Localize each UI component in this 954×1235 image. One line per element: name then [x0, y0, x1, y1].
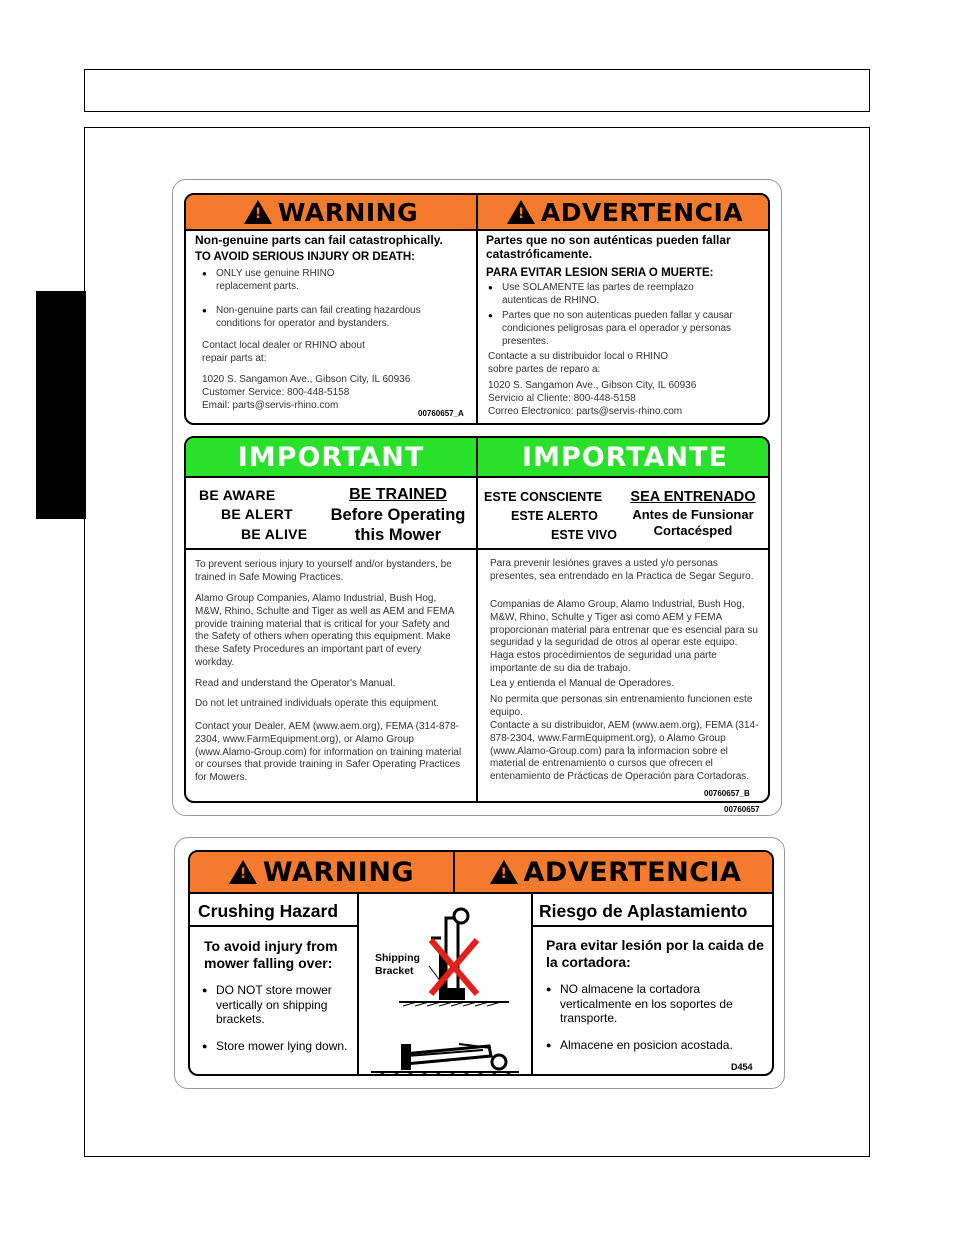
- warning-en-bullet2: ● Non-genuine parts can fail creating hazardous conditions for operator and bystanders.: [202, 305, 462, 331]
- warning-en-contact2: repair parts at:: [202, 353, 267, 364]
- important-en-p5: Contact your Dealer, AEM (www.aem.org), FEMA (314-878-2304, www.FarmEquipment.org), or Alamo Group (www.Alamo-Group.com) for information on training material or courses that provide training in Safer Operating Practices for Mowers.: [195, 721, 462, 784]
- important-es-p4: No permita que personas sin entrenamiento funcionen este equipo.: [490, 694, 753, 718]
- warning-en-bullet1: ● ONLY use genuine RHINO replacement parts.: [202, 268, 372, 294]
- riesgo-title: Riesgo de Aplastamiento: [539, 901, 748, 921]
- divider: [190, 925, 358, 927]
- be-aware: BE AWARE: [199, 487, 276, 503]
- section-side-tab: [36, 291, 86, 519]
- warning-es-contact2: sobre partes de reparo a:: [488, 364, 601, 375]
- warning-en-addr1: 1020 S. Sangamon Ave., Gibson City, IL 60936: [202, 374, 411, 385]
- crush-header-en: ! WARNING: [190, 852, 453, 892]
- warning-en-bold2: TO AVOID SERIOUS INJURY OR DEATH:: [195, 251, 416, 263]
- sea-entrenado: SEA ENTRENADO: [630, 489, 756, 505]
- warning-en-bold1: Non-genuine parts can fail catastrophically.: [195, 233, 443, 247]
- be-alive: BE ALIVE: [241, 526, 308, 542]
- page-header-box: [84, 69, 870, 112]
- decal-code: 00760657: [724, 805, 760, 814]
- be-trained: BE TRAINED: [349, 486, 447, 503]
- divider: [531, 892, 533, 1074]
- antes-de-funsionar: Antes de Funsionar: [632, 507, 754, 522]
- crush-es-bullet1: ● NO almacene la cortadora verticalmente en los soportes de transporte.: [546, 982, 756, 1026]
- decal-code-b: 00760657_B: [704, 789, 750, 798]
- important-es-p5: Contacte a su distribuidor, AEM (www.aem.org), FEMA (314-878-2304, www.FarmEquipment.org), o Alamo Group (www.Alamo-Group.com) para la informacion sobre el material de entrenamiento o cursos que ofrecen el entenamiento de Prácticas de Operación para Cortadoras.: [490, 720, 759, 783]
- crush-header-es: ! ADVERTENCIA: [455, 852, 774, 892]
- important-en-p2: Alamo Group Companies, Alamo Industrial, Bush Hog, M&W, Rhino, Schulte and Tiger as well as AEM and FEMA provide training material that is critical for your Safety and the Safety of others when operating this equipment. Make these Safety Procedures an important part of every workday.: [195, 593, 455, 668]
- warning-en-addr3: Email: parts@servis-rhino.com: [202, 400, 339, 411]
- mower-storage-figure: [359, 894, 531, 1076]
- warning-en-addr2: Customer Service: 800-448-5158: [202, 387, 350, 398]
- warning-triangle-icon: !: [244, 200, 272, 224]
- important-header-es: IMPORTANTE: [478, 438, 770, 476]
- decal-code-d454: D454: [731, 1062, 753, 1072]
- important-en-p4: Do not let untrained individuals operate this equipment.: [195, 698, 440, 709]
- este-alerto: ESTE ALERTO: [511, 509, 598, 523]
- este-consciente: ESTE CONSCIENTE: [484, 490, 603, 504]
- important-panel-training: [184, 436, 770, 803]
- warning-es-bold2: PARA EVITAR LESION SERIA O MUERTE:: [486, 267, 714, 279]
- important-es-p3: Lea y entienda el Manual de Operadores.: [490, 678, 675, 689]
- this-mower: this Mower: [354, 526, 442, 544]
- warning-es-addr1: 1020 S. Sangamon Ave., Gibson City, IL 60936: [488, 380, 697, 391]
- divider: [453, 852, 455, 892]
- decal-code-a: 00760657_A: [418, 409, 464, 418]
- important-es-p2: Companias de Alamo Group, Alamo Industrial, Bush Hog, M&W, Rhino, Schulte y Tiger asi como AEM y FEMA proporcionan material para entrenar que es esencial para su seguridad y la seguridad de otros al operar este equipo. Haga estos procedimientos de seguridad una parte importante de su dia de trabajo.: [490, 599, 758, 674]
- divider: [476, 195, 478, 423]
- crush-en-bullet1: ● DO NOT store mower vertically on shipping brackets.: [202, 983, 352, 1027]
- warning-header-en: ! WARNING: [186, 195, 476, 229]
- important-en-p3: Read and understand the Operator's Manual.: [195, 678, 396, 689]
- warning-panel-genuine-parts: [184, 193, 770, 425]
- warning-es-contact1: Contacte a su distribuidor local o RHINO: [488, 351, 669, 362]
- cortacesped: Cortacésped: [653, 523, 733, 538]
- warning-triangle-icon: !: [490, 860, 518, 884]
- decal-crushing-hazard: [174, 837, 785, 1089]
- decal-parts-and-training: [172, 179, 782, 816]
- warning-es-bold1: Partes que no son auténticas pueden fallar catastróficamente.: [486, 233, 731, 261]
- warning-triangle-icon: !: [229, 860, 257, 884]
- warning-es-bullet2: ● Partes que no son autenticas pueden fallar y causar condiciones peligrosas para el operador y personas presentes.: [488, 310, 758, 348]
- important-header-en: IMPORTANT: [186, 438, 476, 476]
- be-alert: BE ALERT: [221, 506, 293, 522]
- warning-es-addr2: Servicio al Cliente: 800-448-5158: [488, 393, 636, 404]
- crush-es-bullet2: ● Almacene en posicion acostada.: [546, 1038, 770, 1053]
- crush-en-head: To avoid injury from mower falling over:: [204, 938, 338, 971]
- warning-panel-crushing: [188, 850, 774, 1076]
- warning-en-contact1: Contact local dealer or RHINO about: [202, 340, 365, 351]
- before-operating: Before Operating: [330, 506, 466, 524]
- este-vivo: ESTE VIVO: [551, 528, 617, 542]
- shipping-bracket-label: Shipping Bracket: [375, 952, 420, 977]
- warning-header-es: ! ADVERTENCIA: [478, 195, 770, 229]
- crushing-hazard-title: Crushing Hazard: [198, 901, 339, 921]
- crush-en-bullet2: ● Store mower lying down.: [202, 1039, 356, 1054]
- warning-es-addr3: Correo Electronico: parts@servis-rhino.com: [488, 406, 683, 417]
- important-es-p1: Para prevenir lesiónes graves a usted y/o personas presentes, sea entrendado en la Practica de Segar Seguro.: [490, 558, 754, 582]
- crush-es-head: Para evitar lesión por la caida de la cortadora:: [546, 937, 764, 970]
- warning-triangle-icon: !: [507, 200, 535, 224]
- divider: [531, 925, 772, 927]
- mower-figure-drawing: [359, 894, 531, 1076]
- divider: [476, 438, 478, 801]
- warning-es-bullet1: ● Use SOLAMENTE las partes de reemplazo autenticas de RHINO.: [488, 282, 728, 308]
- important-en-p1: To prevent serious injury to yourself and/or bystanders, be trained in Safe Mowing Practices.: [195, 559, 452, 583]
